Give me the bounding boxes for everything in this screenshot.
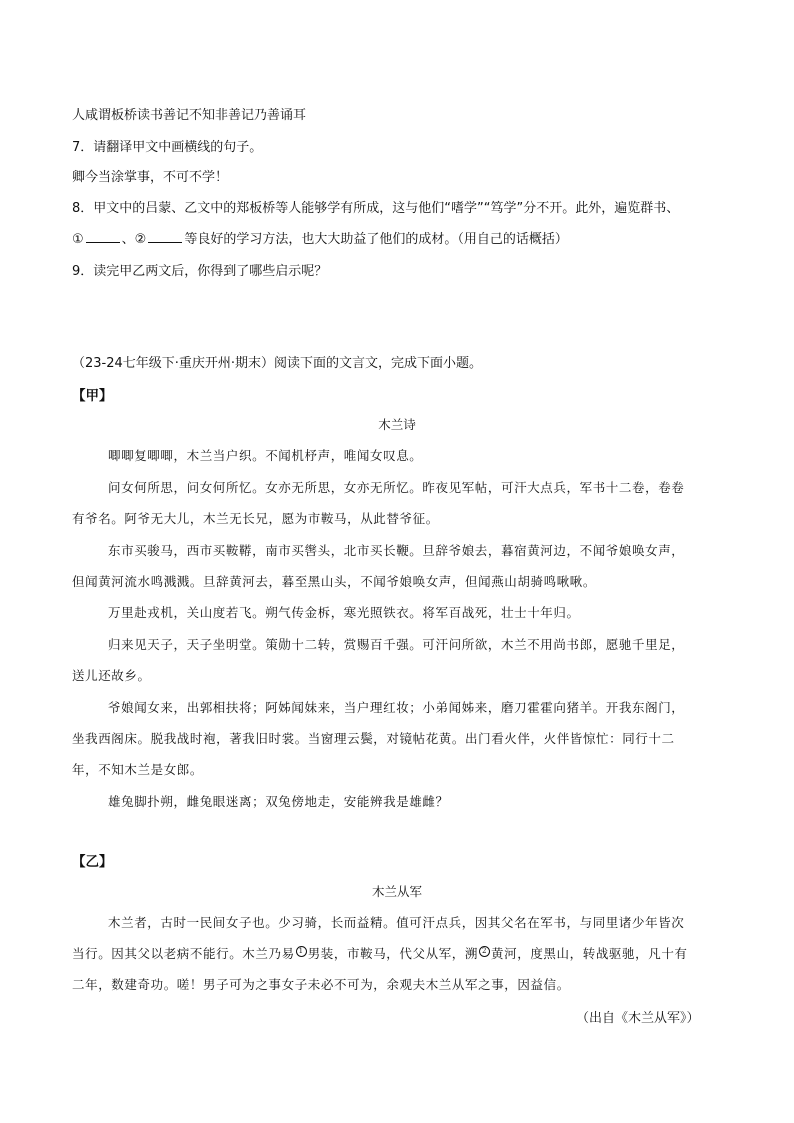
question-8-line2 — [72, 228, 568, 247]
poem-line: 东市买骏马，西市买鞍鞯，南市买辔头，北市买长鞭。旦辞爷娘去，暮宿黄河边，不闻爷娘唤女声， — [108, 543, 685, 558]
poem-line: 雄兔脚扑朔，雌兔眼迷离；双兔傍地走，安能辨我是雄雌？ — [108, 794, 449, 809]
poem-line: 送儿还故乡。 — [72, 668, 151, 683]
poem-line: 有爷名。阿爷无大儿，木兰无长兄，愿为市鞍马，从此替爷征。 — [72, 511, 439, 526]
text-line-ban-qiao: 人咸谓板桥读书善记不知非善记乃善诵耳 — [72, 108, 307, 123]
question-9: 9．读完甲乙两文后，你得到了哪些启示呢？ — [72, 264, 328, 279]
poem-line: 但闻黄河流水鸣溅溅。旦辞黄河去，暮至黑山头，不闻爷娘唤女声，但闻燕山胡骑鸣啾啾。 — [72, 574, 597, 589]
prose-line: 木兰者，古时一民间女子也。少习骑，长而益精。值可汗点兵，因其父名在军书，与同里诸少年皆次 — [108, 915, 685, 930]
blank-2-label: 、② — [121, 232, 147, 247]
title-mulan-army: 木兰从军 — [371, 884, 422, 899]
question-8-line1: 8．甲文中的吕蒙、乙文中的郑板桥等人能够学有所成，这与他们“嗜学”“笃学”分不开。此外，遍览群书、 — [72, 201, 680, 216]
title-mulan-poem: 木兰诗 — [378, 417, 416, 432]
question-7: 7．请翻译甲文中画横线的句子。 — [72, 140, 263, 155]
poem-line: 唧唧复唧唧，木兰当户织。不闻机杼声，唯闻女叹息。 — [108, 448, 423, 463]
poem-line: 爷娘闻女来，出郭相扶将；阿姊闻妹来，当户理红妆；小弟闻姊来，磨刀霍霍向猪羊。开我东阁门， — [108, 700, 685, 715]
poem-line: 问女何所思，问女何所忆。女亦无所思，女亦无所忆。昨夜见军帖，可汗大点兵，军书十二卷，卷卷 — [108, 480, 685, 495]
section-intro: （23-24七年级下·重庆开州·期末）阅读下面的文言文，完成下面小题。 — [72, 356, 483, 371]
question-8-tail: 等良好的学习方法，也大大助益了他们的成材。（用自己的话概括） — [184, 232, 568, 247]
answer-blank-2[interactable] — [148, 230, 182, 243]
prose-line: 当行。因其父以老病不能行。木兰乃易 1 男装，市鞍马，代父从军，溯 2 黄河，度黑山，转战驱驰，凡十有 — [72, 946, 688, 961]
source-citation: （出自《木兰从军》） — [576, 1011, 700, 1026]
label-yi: 【乙】 — [72, 854, 113, 870]
question-7-sentence: 卿今当涂掌事，不可不学！ — [72, 170, 229, 185]
label-jia: 【甲】 — [72, 388, 113, 404]
footnote-1-marker[interactable]: 1 — [296, 946, 307, 957]
prose-line: 二年，数建奇功。嗟！男子可为之事女子未必不可为，余观夫木兰从军之事，因益信。 — [72, 977, 570, 992]
footnote-2-marker[interactable]: 2 — [479, 946, 490, 957]
poem-line: 万里赴戎机，关山度若飞。朔气传金柝，寒光照铁衣。将军百战死，壮士十年归。 — [108, 605, 580, 620]
poem-line: 坐我西阁床。脱我战时袍，著我旧时裳。当窗理云鬓，对镜帖花黄。出门看火伴，火伴皆惊忙：同行十二 — [72, 731, 675, 746]
blank-1-label: ① — [72, 232, 84, 247]
poem-line: 年，不知木兰是女郎。 — [72, 762, 204, 777]
answer-blank-1[interactable] — [86, 230, 120, 243]
poem-line: 归来见天子，天子坐明堂。策勋十二转，赏赐百千强。可汗问所欲，木兰不用尚书郎，愿驰千里足， — [108, 637, 685, 652]
